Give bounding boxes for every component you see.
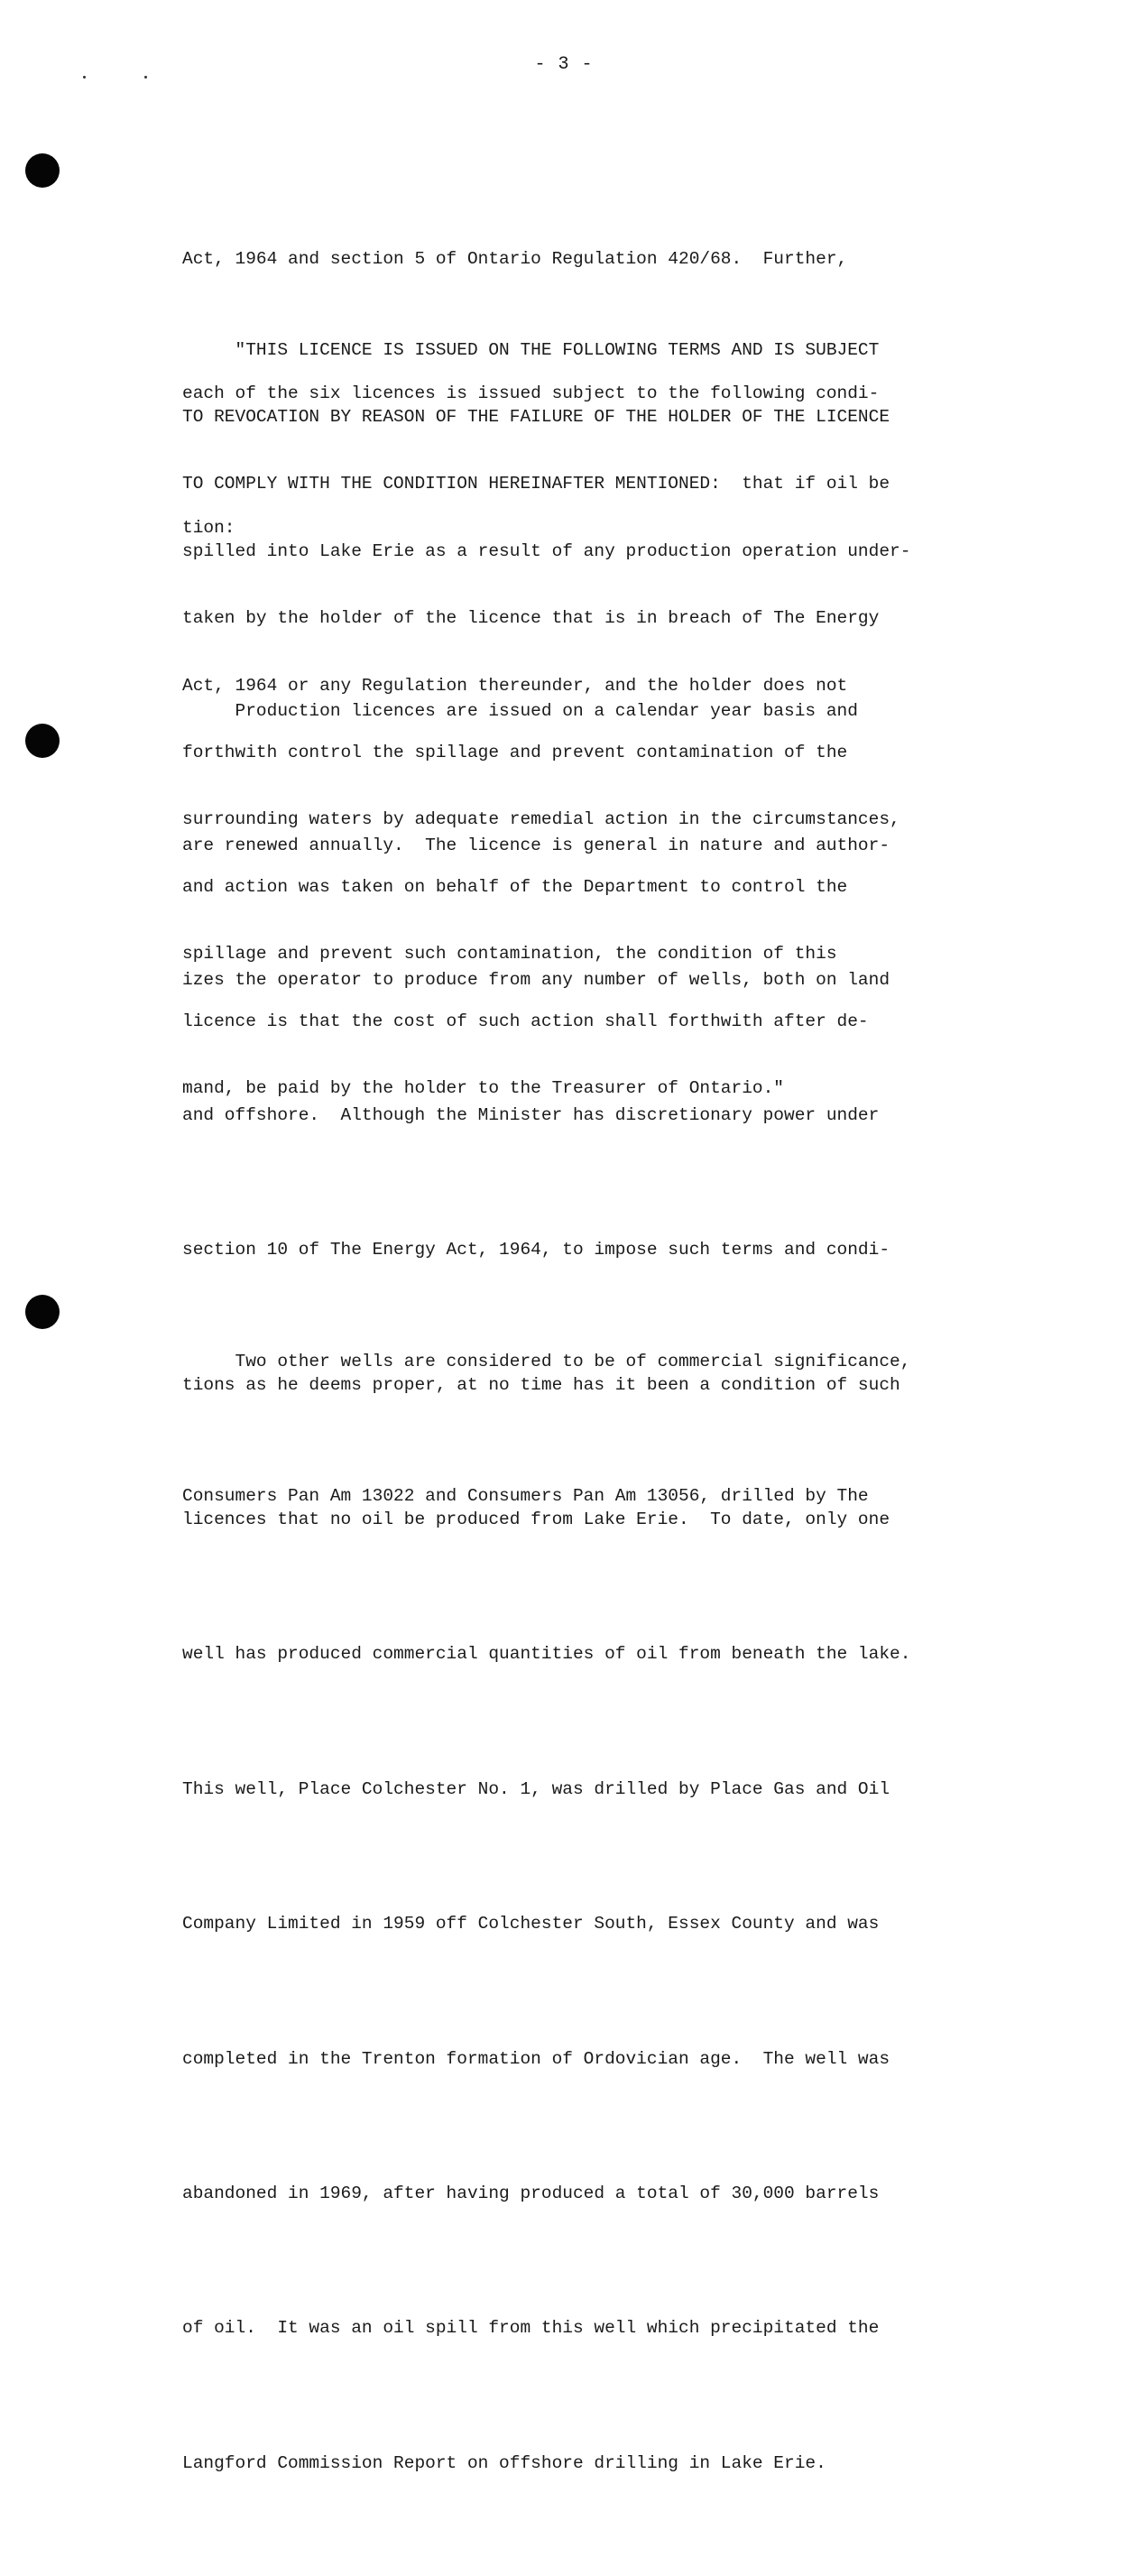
quote-line: spilled into Lake Erie as a result of any production operation under- — [182, 540, 911, 561]
quote-line: "THIS LICENCE IS ISSUED ON THE FOLLOWING TERMS AND IS SUBJECT — [182, 339, 880, 360]
scan-speck — [83, 76, 86, 78]
paragraph-3 — [182, 1250, 976, 1609]
text-line: are renewed annually. The licence is general in nature and author- — [182, 835, 890, 855]
text-line: tions as he deems proper, at no time has it been a condition of such — [182, 1374, 900, 1395]
text-line: Company Limited in 1959 off Colchester South, Essex County and was — [182, 1914, 880, 1934]
punch-hole-middle — [25, 724, 60, 758]
quote-line: Act, 1964 or any Regulation thereunder, and the holder does not — [182, 675, 848, 696]
quote-line: forthwith control the spillage and prevent contamination of the — [182, 742, 848, 762]
text-line: and offshore. Although the Minister has discretionary power under — [182, 1104, 880, 1125]
text-line: tion: — [182, 518, 235, 539]
quote-line: surrounding waters by adequate remedial action in the circumstances, — [182, 809, 900, 830]
text-line: Act, 1964 and section 5 of Ontario Regulation 420/68. Further, — [182, 248, 848, 269]
text-line: Production licences are issued on a calendar year basis and — [182, 700, 858, 721]
text-line: licences that no oil be produced from Lake Erie. To date, only one — [182, 1509, 890, 1529]
text-line: Two other wells are considered to be of commercial significance, — [182, 1351, 911, 1371]
scan-speck — [144, 76, 147, 78]
text-line: This well, Place Colchester No. 1, was drilled by Place Gas and Oil — [182, 1778, 890, 1799]
text-line: abandoned in 1969, after having produced a total of 30,000 barrels — [182, 2183, 880, 2203]
quote-line: mand, be paid by the holder to the Treasurer of Ontario." — [182, 1077, 785, 1098]
quote-line: licence is that the cost of such action shall forthwith after de- — [182, 1011, 869, 1031]
quote-line: taken by the holder of the licence that is in breach of The Energy — [182, 608, 880, 629]
text-line: of oil. It was an oil spill from this well which precipitated the — [182, 2318, 880, 2339]
page-number: - 3 - — [534, 54, 594, 75]
text-line: Consumers Pan Am 13022 and Consumers Pan Am 13056, drilled by The — [182, 1485, 869, 1506]
text-line: completed in the Trenton formation of Ordovician age. The well was — [182, 2048, 890, 2069]
quote-line: TO REVOCATION BY REASON OF THE FAILURE OF THE HOLDER OF THE LICENCE — [182, 406, 890, 427]
punch-hole-top — [25, 153, 60, 188]
quote-line: and action was taken on behalf of the Department to control the — [182, 876, 848, 897]
text-line: section 10 of The Energy Act, 1964, to impose such terms and condi- — [182, 1240, 890, 1260]
text-line: well has produced commercial quantities of oil from beneath the lake. — [182, 1644, 911, 1665]
quote-line: TO COMPLY WITH THE CONDITION HEREINAFTER MENTIONED: that if oil be — [182, 474, 890, 494]
text-line: Langford Commission Report on offshore drilling in Lake Erie. — [182, 2452, 826, 2473]
punch-hole-bottom — [25, 1295, 60, 1329]
quote-line: spillage and prevent such contamination, the condition of this — [182, 944, 837, 965]
text-line: izes the operator to produce from any number of wells, both on land — [182, 970, 890, 991]
text-line: each of the six licences is issued subject to the following condi- — [182, 383, 880, 403]
